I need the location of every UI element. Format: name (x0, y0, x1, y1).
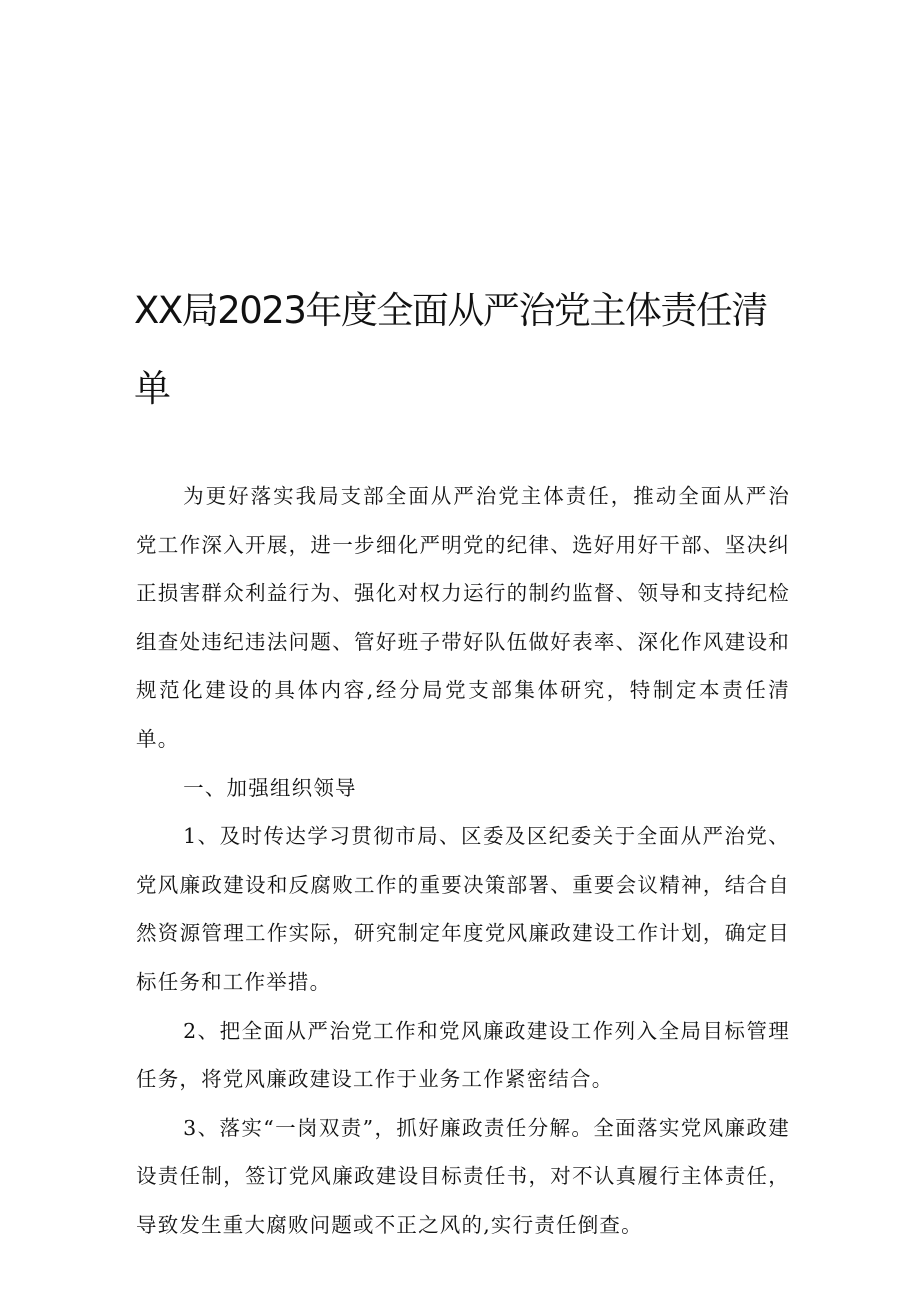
list-item: 3、落实“一岗双责”，抓好廉政责任分解。全面落实党风廉政建设责任制，签订党风廉政建设目标责任书，对不认真履行主体责任，导致发生重大腐败问题或不正之风的,实行责任倒查。 (136, 1115, 790, 1237)
list-item: 2、把全面从严治党工作和党风廉政建设工作列入全局目标管理任务，将党风廉政建设工作于业务工作紧密结合。 (136, 1018, 790, 1092)
title-line-1: XX局2023年度全面从严治党主体责任清 (134, 289, 767, 332)
intro-paragraph: 为更好落实我局支部全面从严治党主体责任，推动全面从严治党工作深入开展，进一步细化严明党的纪律、选好用好干部、坚决纠正损害群众利益行为、强化对权力运行的制约监督、领导和支持纪检组查处违纪违法问题、管好班子带好队伍做好表率、深化作风建设和规范化建设的具体内容,经分局党支部集体研究，特制定本责任清单。 (136, 484, 790, 751)
title-line-2: 单 (134, 367, 170, 410)
document-body (136, 472, 790, 1250)
list-item: 1、及时传达学习贯彻市局、区委及区纪委关于全面从严治党、党风廉政建设和反腐败工作的重要决策部署、重要会议精神，结合自然资源管理工作实际，研究制定年度党风廉政建设工作计划，确定目标任务和工作举措。 (136, 824, 790, 994)
document-title (134, 272, 774, 428)
section-heading: 一、加强组织领导 (183, 775, 357, 800)
